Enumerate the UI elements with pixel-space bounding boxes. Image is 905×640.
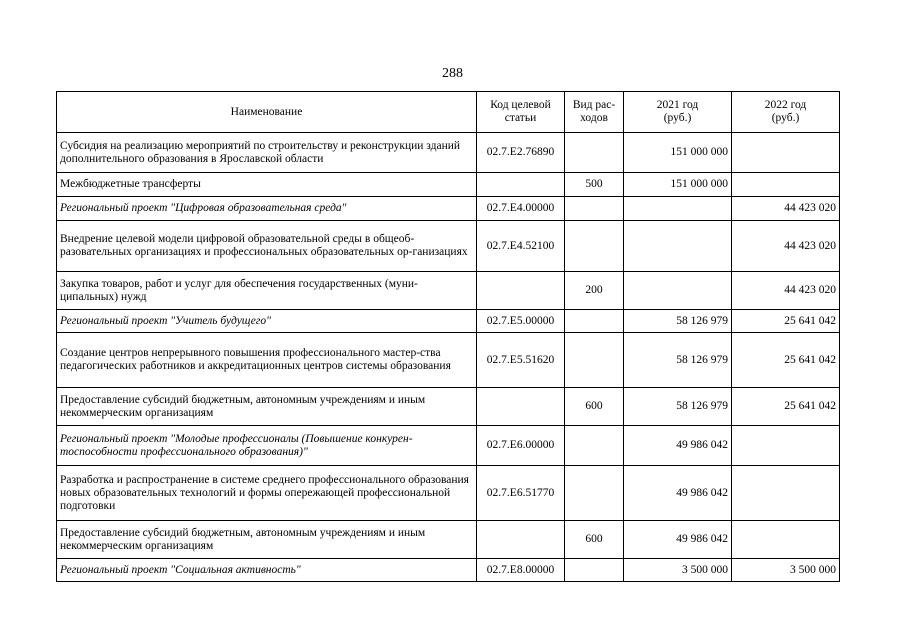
row-amount-2021: 151 000 000 bbox=[624, 173, 732, 197]
table-row bbox=[57, 388, 840, 426]
row-expense-type: 500 bbox=[565, 173, 624, 197]
row-name: Региональный проект "Цифровая образовательная среда" bbox=[57, 197, 477, 221]
row-amount-2022 bbox=[732, 521, 840, 559]
header-type-line1: Вид рас- bbox=[572, 99, 616, 111]
row-code: 02.7.E5.00000 bbox=[477, 310, 565, 333]
header-2021 bbox=[624, 92, 732, 133]
header-type-line2: ходов bbox=[580, 112, 608, 124]
row-expense-type bbox=[565, 133, 624, 173]
row-amount-2021 bbox=[624, 272, 732, 310]
row-code bbox=[477, 521, 565, 559]
header-name: Наименование bbox=[57, 92, 477, 133]
row-code: 02.7.E6.51770 bbox=[477, 466, 565, 521]
row-name: Региональный проект "Социальная активность" bbox=[57, 559, 477, 582]
header-type bbox=[565, 92, 624, 133]
row-expense-type bbox=[565, 559, 624, 582]
table-row bbox=[57, 521, 840, 559]
row-expense-type bbox=[565, 221, 624, 272]
header-2022-line1: 2022 год bbox=[764, 99, 807, 111]
row-amount-2022 bbox=[732, 133, 840, 173]
table-row bbox=[57, 133, 840, 173]
row-amount-2022: 44 423 020 bbox=[732, 221, 840, 272]
header-code bbox=[477, 92, 565, 133]
row-expense-type: 600 bbox=[565, 388, 624, 426]
header-code-line1: Код целевой bbox=[490, 99, 551, 111]
row-code: 02.7.E5.51620 bbox=[477, 333, 565, 388]
row-expense-type bbox=[565, 310, 624, 333]
row-name: Создание центров непрерывного повышения профессионального мастер-ства педагогических работников и аккредитационных центров системы образования bbox=[57, 333, 477, 388]
table-row bbox=[57, 221, 840, 272]
row-code: 02.7.E4.00000 bbox=[477, 197, 565, 221]
row-amount-2022: 25 641 042 bbox=[732, 310, 840, 333]
row-expense-type bbox=[565, 466, 624, 521]
row-expense-type bbox=[565, 426, 624, 466]
row-name: Закупка товаров, работ и услуг для обеспечения государственных (муни-ципальных) нужд bbox=[57, 272, 477, 310]
row-code bbox=[477, 173, 565, 197]
row-name: Региональный проект "Молодые профессионалы (Повышение конкурен-тоспособности профессионального образования)" bbox=[57, 426, 477, 466]
row-name: Разработка и распространение в системе среднего профессионального образования новых образовательных технологий и формы опережающей профессиональной подготовки bbox=[57, 466, 477, 521]
row-amount-2022: 44 423 020 bbox=[732, 272, 840, 310]
row-expense-type bbox=[565, 197, 624, 221]
row-amount-2022: 3 500 000 bbox=[732, 559, 840, 582]
row-name: Внедрение целевой модели цифровой образовательной среды в общеоб-разовательных организациях и профессиональных образовательных ор-ганизациях bbox=[57, 221, 477, 272]
page-number: 288 bbox=[442, 66, 463, 81]
header-2021-line1: 2021 год bbox=[656, 99, 699, 111]
row-amount-2022 bbox=[732, 426, 840, 466]
row-name: Субсидия на реализацию мероприятий по строительству и реконструкции зданий дополнительного образования в Ярославской области bbox=[57, 133, 477, 173]
row-code: 02.7.E2.76890 bbox=[477, 133, 565, 173]
row-expense-type: 600 bbox=[565, 521, 624, 559]
row-amount-2021: 49 986 042 bbox=[624, 466, 732, 521]
row-code: 02.7.E6.00000 bbox=[477, 426, 565, 466]
row-amount-2021: 49 986 042 bbox=[624, 426, 732, 466]
row-expense-type bbox=[565, 333, 624, 388]
row-code bbox=[477, 272, 565, 310]
header-2021-line2: (руб.) bbox=[663, 112, 692, 124]
row-amount-2021: 49 986 042 bbox=[624, 521, 732, 559]
table-row bbox=[57, 426, 840, 466]
row-code bbox=[477, 388, 565, 426]
row-amount-2022 bbox=[732, 466, 840, 521]
row-name: Предоставление субсидий бюджетным, автономным учреждениям и иным некоммерческим организациям bbox=[57, 388, 477, 426]
row-amount-2021: 151 000 000 bbox=[624, 133, 732, 173]
row-code: 02.7.E8.00000 bbox=[477, 559, 565, 582]
table-row bbox=[57, 173, 840, 197]
row-amount-2021 bbox=[624, 221, 732, 272]
table-row bbox=[57, 333, 840, 388]
row-amount-2022 bbox=[732, 173, 840, 197]
row-name: Предоставление субсидий бюджетным, автономным учреждениям и иным некоммерческим организациям bbox=[57, 521, 477, 559]
table-row bbox=[57, 466, 840, 521]
table-row bbox=[57, 559, 840, 582]
row-expense-type: 200 bbox=[565, 272, 624, 310]
header-row bbox=[57, 92, 840, 133]
table-row bbox=[57, 272, 840, 310]
row-amount-2021: 58 126 979 bbox=[624, 310, 732, 333]
row-amount-2021 bbox=[624, 197, 732, 221]
row-name: Межбюджетные трансферты bbox=[57, 173, 477, 197]
budget-table bbox=[56, 91, 840, 582]
row-amount-2022: 25 641 042 bbox=[732, 333, 840, 388]
table-row bbox=[57, 310, 840, 333]
row-amount-2021: 58 126 979 bbox=[624, 388, 732, 426]
header-2022 bbox=[732, 92, 840, 133]
table-row bbox=[57, 197, 840, 221]
row-name: Региональный проект "Учитель будущего" bbox=[57, 310, 477, 333]
row-amount-2022: 44 423 020 bbox=[732, 197, 840, 221]
row-amount-2021: 3 500 000 bbox=[624, 559, 732, 582]
header-2022-line2: (руб.) bbox=[771, 112, 800, 124]
row-code: 02.7.E4.52100 bbox=[477, 221, 565, 272]
row-amount-2022: 25 641 042 bbox=[732, 388, 840, 426]
header-code-line2: статьи bbox=[504, 112, 537, 124]
row-amount-2021: 58 126 979 bbox=[624, 333, 732, 388]
